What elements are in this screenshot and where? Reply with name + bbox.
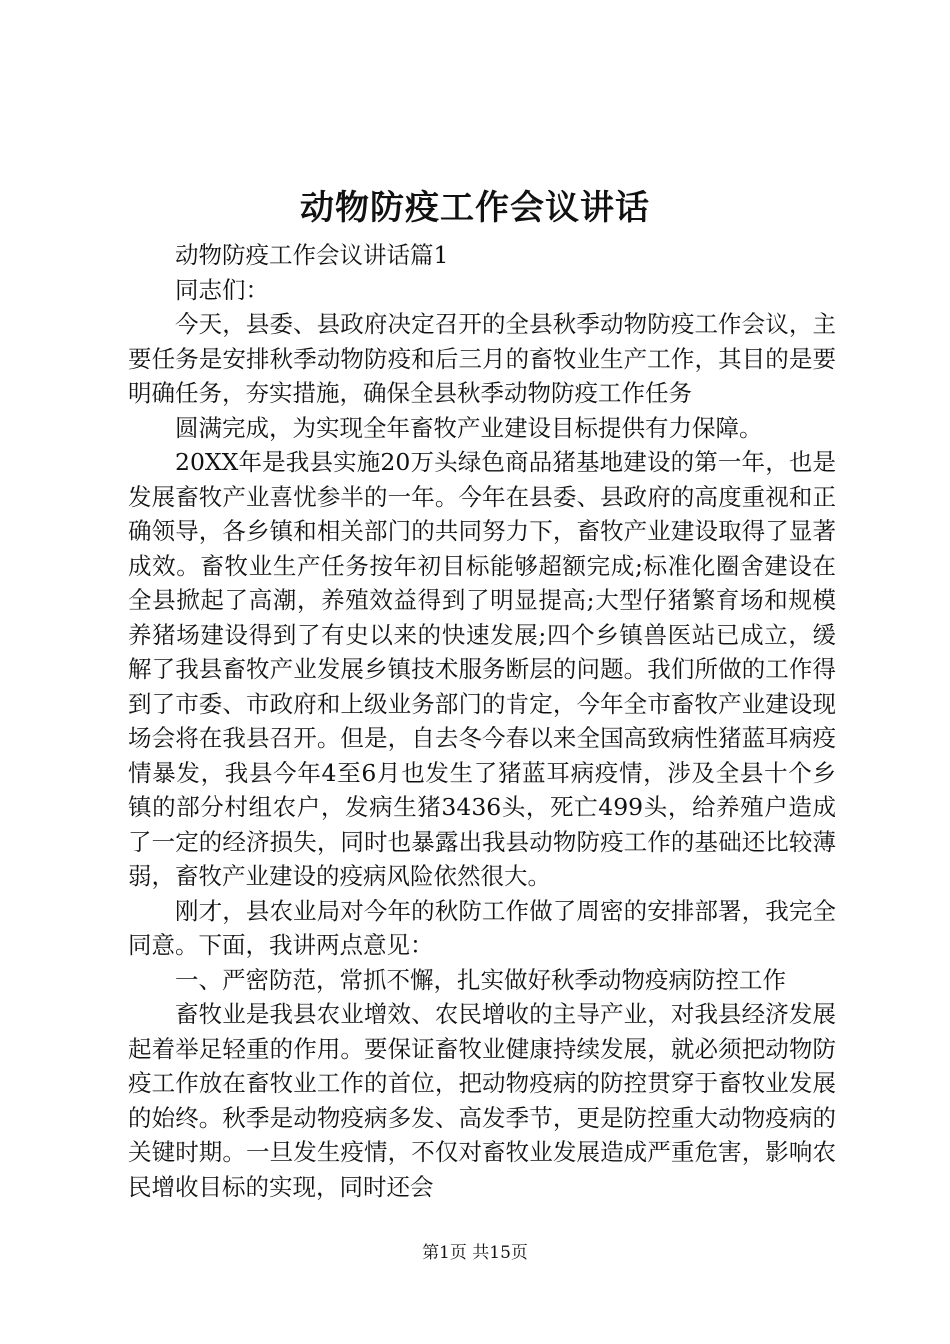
paragraph: 今天，县委、县政府决定召开的全县秋季动物防疫工作会议，主要任务是安排秋季动物防疫和后三月的畜牧业生产工作，其目的是要明确任务，夯实措施，确保全县秋季动物防疫工作任务 [128,310,836,407]
salutation: 同志们： [175,275,269,304]
paragraph: 刚才，县农业局对今年的秋防工作做了周密的安排部署，我完全同意。下面，我讲两点意见： [128,896,836,959]
paragraph: 圆满完成，为实现全年畜牧产业建设目标提供有力保障。 [175,413,763,442]
page-number-footer: 第1页 共15页 [422,1243,528,1263]
document-title: 动物防疫工作会议讲话 [300,188,650,228]
section-heading: 动物防疫工作会议讲话篇1 [175,241,449,269]
paragraph: 20XX年是我县实施20万头绿色商品猪基地建设的第一年，也是发展畜牧产业喜忧参半的一年。今年在县委、县政府的高度重视和正确领导，各乡镇和相关部门的共同努力下，畜牧产业建设取得了显著成效。畜牧业生产任务按年初目标能够超额完成;标准化圈舍建设在全县掀起了高潮，养殖效益得到了明显提高;大型仔猪繁育场和规模养猪场建设得到了有史以来的快速发展;四个乡镇兽医站已成立，缓解了我县畜牧产业发展乡镇技术服务断层的问题。我们所做的工作得到了市委、市政府和上级业务部门的肯定，今年全市畜牧产业建设现场会将在我县召开。但是，自去冬今春以来全国高致病性猪蓝耳病疫情暴发，我县今年4至6月也发生了猪蓝耳病疫情，涉及全县十个乡镇的部分村组农户，发病生猪3436头，死亡499头，给养殖户造成了一定的经济损失，同时也暴露出我县动物防疫工作的基础还比较薄弱，畜牧产业建设的疫病风险依然很大。 [128,448,836,890]
subsection-heading: 一、严密防范，常抓不懈，扎实做好秋季动物疫病防控工作 [175,965,786,994]
paragraph: 畜牧业是我县农业增效、农民增收的主导产业，对我县经济发展起着举足轻重的作用。要保证畜牧业健康持续发展，就必须把动物防疫工作放在畜牧业工作的首位，把动物疫病的防控贯穿于畜牧业发展的始终。秋季是动物疫病多发、高发季节，更是防控重大动物疫病的关键时期。一旦发生疫情，不仅对畜牧业发展造成严重危害，影响农民增收目标的实现，同时还会 [128,1000,836,1201]
document-body [128,238,836,1204]
